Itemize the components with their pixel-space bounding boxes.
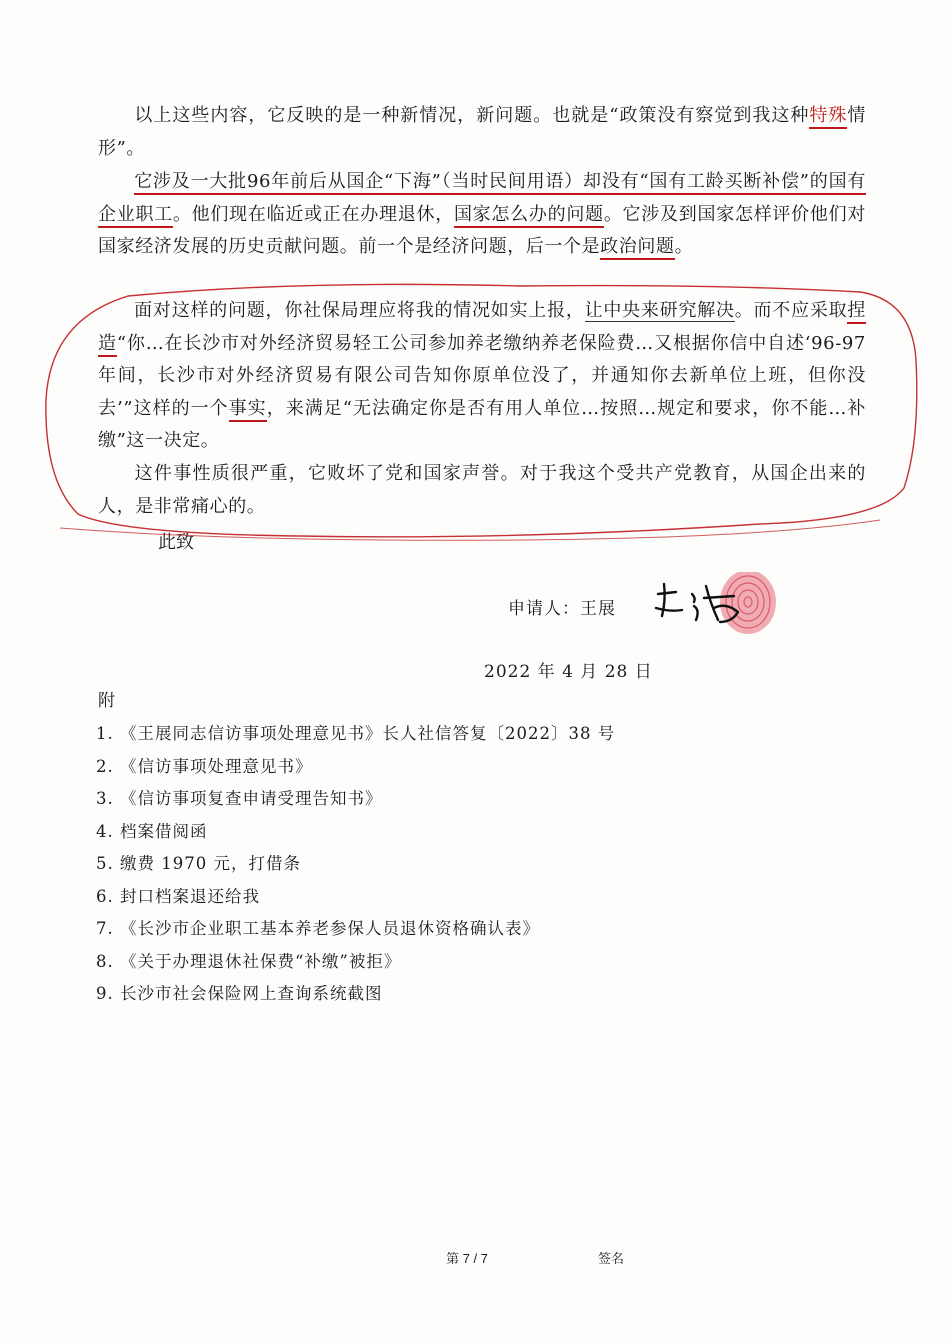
p2-text-d: 。它涉及到国家怎样评价他们对国家经济发展的历史贡献问题。前一个是经济问题，后一个是 [98, 203, 866, 257]
attachment-item: 7. 《长沙市企业职工基本养老参保人员退休资格确认表》 [96, 919, 540, 938]
paragraph-3 [98, 295, 866, 458]
p2-text-f: 。 [674, 236, 694, 257]
underline-central-solve: 让中央来研究解决 [584, 300, 735, 321]
page-number: 第 7 / 7 [446, 1251, 488, 1266]
underline-political-question: 政治问题 [600, 236, 674, 260]
attachment-item: 5. 缴费 1970 元，打借条 [96, 854, 301, 873]
p3-text-a: 面对这样的问题，你社保局理应将我的情况如实上报， [134, 300, 585, 321]
attachments-heading: 附 [98, 691, 115, 711]
p3-text-e: “你…在长沙市对外经济贸易轻工公司参加养老缴纳养老保险费…又根据你信中自述‘96-97年间，长沙市对外经济贸易有限公司告知你原单位没了，并通知你去新单位上班，但你没去’”这样的一个 [98, 332, 866, 419]
closing-salutation: 此致 [158, 532, 194, 553]
p3-text-c: 。而不应采取 [734, 300, 848, 321]
attachment-item: 6. 封口档案退还给我 [96, 886, 260, 906]
highlight-special: 特殊 [809, 105, 847, 129]
letter-date: 2022 年 4 月 28 日 [484, 662, 653, 682]
attachment-item: 9. 长沙市社会保险网上查询系统截图 [96, 984, 383, 1003]
attachments-list [96, 718, 615, 1011]
paragraph-4 [98, 458, 866, 523]
underline-fact: 事实 [229, 398, 267, 422]
p1-text-c: 情形”。 [98, 105, 866, 159]
applicant-label: 申请人：王展 [508, 599, 616, 619]
footer-sign-label: 签名 [598, 1251, 625, 1266]
attachment-item: 2. 《信访事项处理意见书》 [96, 756, 313, 776]
underline-state-question: 国家怎么办的问题 [454, 204, 604, 228]
p2-text-b: 。他们现在临近或正在办理退休， [172, 203, 454, 225]
underline-state-workers: 它涉及一大批96年前后从国企“下海”（当时民间用语）却没有“国有工龄买断补偿”的国有企业职工 [98, 171, 866, 228]
p4-text: 这件事性质很严重，它败坏了党和国家声誉。对于我这个受共产党教育，从国企出来的人，是非常痛心的。 [98, 463, 866, 517]
fingerprint-stamp [720, 572, 776, 634]
paragraph-2 [98, 166, 866, 264]
signature-with-fingerprint [648, 572, 788, 642]
attachment-item: 8. 《关于办理退休社保费“补缴”被拒》 [96, 951, 402, 971]
attachment-item: 4. 档案借阅函 [96, 821, 208, 841]
attachment-item: 1. 《王展同志信访事项处理意见书》长人社信答复〔2022〕38 号 [96, 724, 616, 743]
underline-fabricate: 捏造 [98, 300, 866, 357]
attachment-item: 3. 《信访事项复查申请受理告知书》 [96, 789, 383, 808]
p1-text-a: 以上这些内容，它反映的是一种新情况，新问题。也就是“政策没有察觉到我这种 [134, 105, 810, 126]
p3-text-g: ，来满足“无法确定你是否有用人单位…按照…规定和要求，你不能…补缴”这一决定。 [98, 397, 866, 451]
paragraph-1 [98, 100, 866, 165]
